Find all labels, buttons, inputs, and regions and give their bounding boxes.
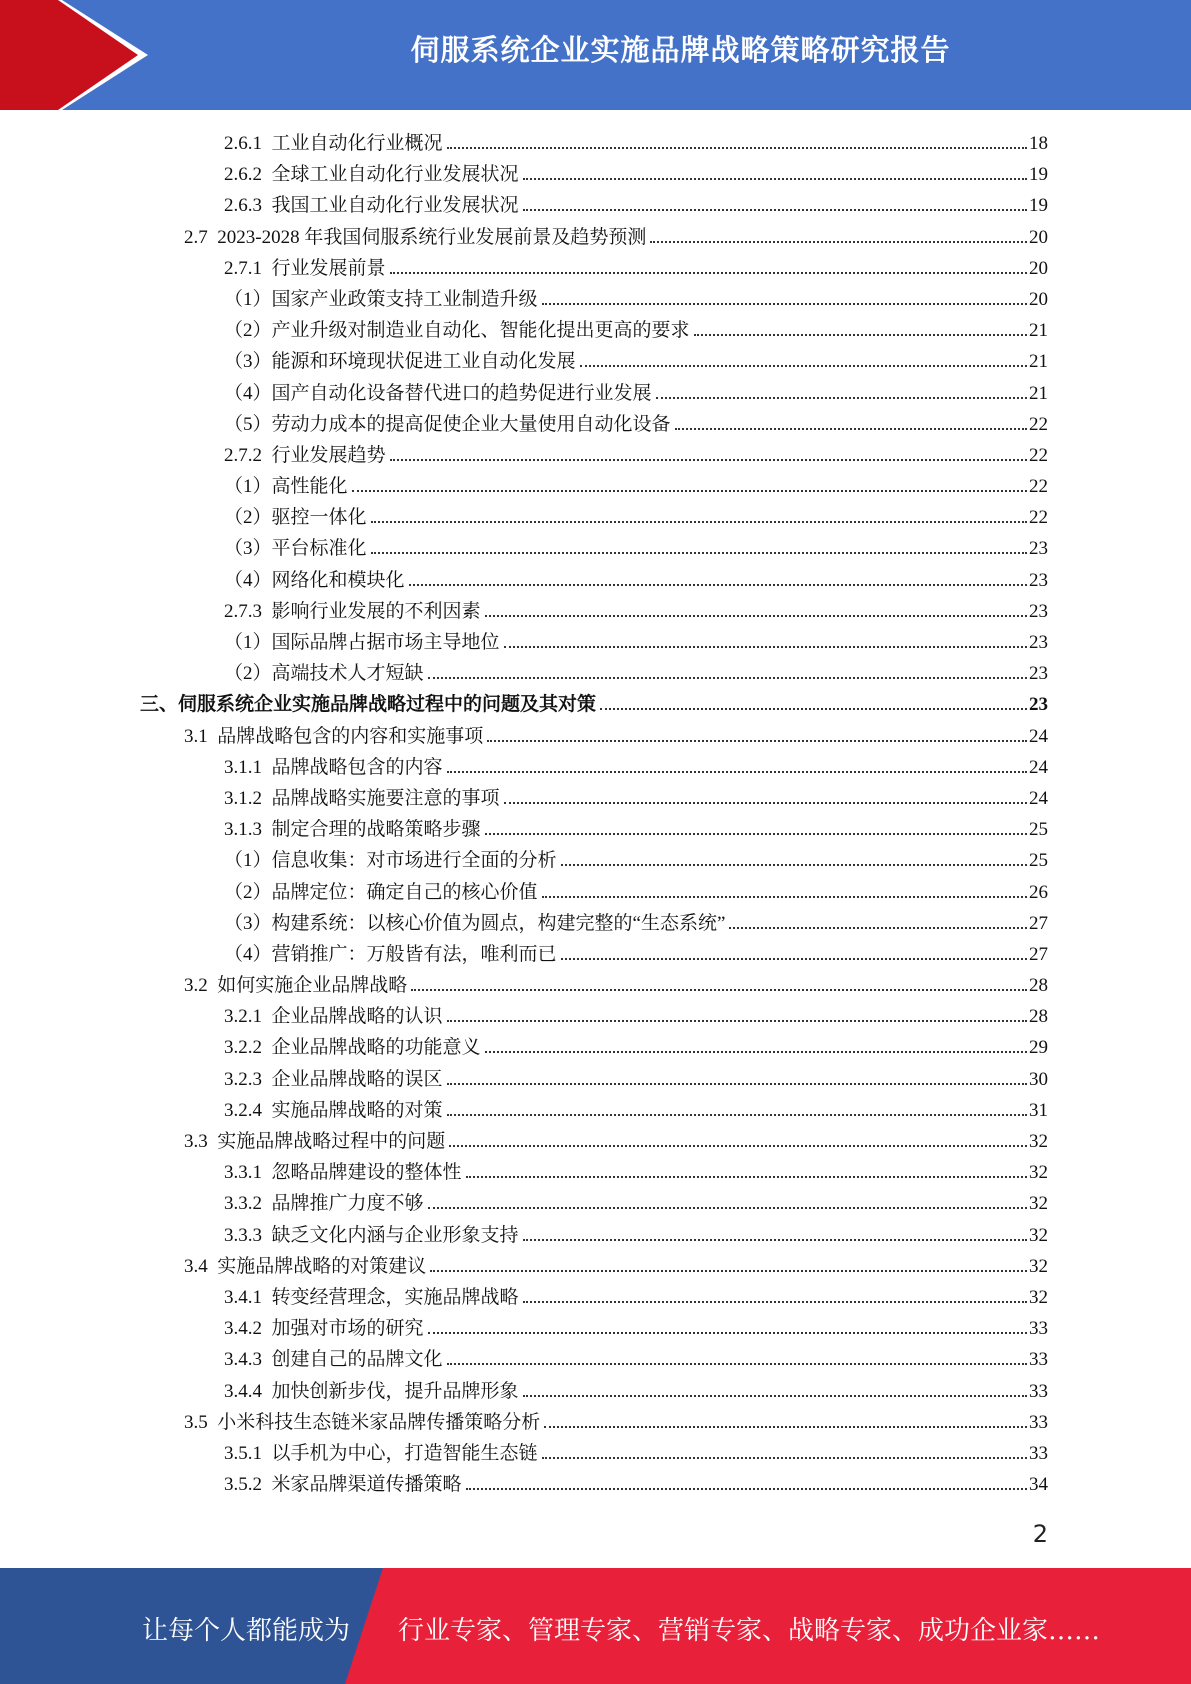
toc-dot-leader: [447, 771, 1027, 773]
toc-entry-page: 32: [1029, 1255, 1048, 1277]
toc-dot-leader: [411, 989, 1027, 991]
toc-entry-page: 21: [1029, 351, 1048, 373]
toc-entry-number: （2）: [224, 320, 272, 342]
toc-entry[interactable]: [0, 471, 1191, 502]
toc-entry-number: （2）: [224, 881, 272, 903]
toc-entry[interactable]: [0, 346, 1191, 377]
toc-entry-page: 32: [1029, 1193, 1048, 1215]
toc-entry-number: 三、: [140, 694, 179, 716]
toc-entry-title: 2023-2028 年我国伺服系统行业发展前景及趋势预测: [217, 226, 647, 248]
toc-entry[interactable]: [0, 939, 1191, 970]
toc-entry-page: 18: [1029, 133, 1048, 154]
toc-dot-leader: [561, 958, 1027, 960]
toc-dot-leader: [580, 365, 1027, 367]
toc-dot-leader: [447, 147, 1027, 149]
toc-entry-number: 3.5: [184, 1411, 208, 1433]
toc-dot-leader: [561, 864, 1027, 866]
toc-dot-leader: [466, 1488, 1027, 1490]
toc-entry-page: 33: [1029, 1442, 1048, 1464]
toc-dot-leader: [523, 209, 1027, 211]
toc-entry[interactable]: [0, 627, 1191, 658]
toc-entry-title: 企业品牌战略的认识: [271, 1006, 443, 1028]
toc-entry-page: 19: [1029, 195, 1048, 217]
toc-entry-title: 国家产业政策支持工业制造升级: [271, 288, 538, 310]
toc-entry[interactable]: [0, 970, 1191, 1001]
toc-entry-page: 28: [1029, 1006, 1048, 1028]
toc-entry-title: 创建自己的品牌文化: [271, 1349, 443, 1371]
toc-entry-title: 实施品牌战略的对策: [271, 1099, 443, 1121]
toc-entry-title: 伺服系统企业实施品牌战略过程中的问题及其对策: [178, 694, 597, 716]
toc-dot-leader: [487, 740, 1027, 742]
toc-entry[interactable]: [0, 689, 1191, 720]
toc-entry-number: （3）: [224, 912, 272, 934]
toc-entry-number: 2.7.1: [224, 257, 262, 279]
toc-entry-title: 行业发展前景: [271, 257, 386, 279]
toc-entry-page: 25: [1029, 850, 1048, 872]
toc-entry-number: 3.4.2: [224, 1318, 262, 1340]
footer-slogan: 让每个人都能成为: [142, 1616, 351, 1646]
toc-entry-number: （4）: [224, 569, 272, 591]
toc-entry[interactable]: [0, 409, 1191, 440]
toc-entry[interactable]: [0, 1220, 1191, 1251]
toc-entry[interactable]: [0, 845, 1191, 876]
toc-entry-page: 33: [1029, 1318, 1048, 1340]
toc-entry-title: 米家品牌渠道传播策略: [271, 1474, 462, 1496]
toc-entry[interactable]: [0, 596, 1191, 627]
toc-entry-title: 忽略品牌建设的整体性: [271, 1162, 462, 1184]
toc-entry-title: 小米科技生态链米家品牌传播策略分析: [217, 1411, 541, 1433]
toc-entry[interactable]: [0, 877, 1191, 908]
toc-entry-number: （5）: [224, 413, 272, 435]
toc-dot-leader: [409, 584, 1027, 586]
toc-entry-page: 29: [1029, 1037, 1048, 1059]
table-of-contents: [0, 128, 1191, 1500]
toc-entry-title: 高性能化: [271, 476, 348, 498]
page-header: [0, 0, 1191, 110]
toc-dot-leader: [447, 1020, 1027, 1022]
toc-entry[interactable]: [0, 721, 1191, 752]
toc-entry-title: 工业自动化行业概况: [271, 133, 443, 154]
toc-entry[interactable]: [0, 1188, 1191, 1219]
toc-dot-leader: [542, 303, 1027, 305]
toc-entry-title: 品牌战略包含的内容和实施事项: [217, 725, 484, 747]
toc-dot-leader: [523, 1239, 1027, 1241]
toc-entry-title: 转变经营理念，实施品牌战略: [271, 1286, 519, 1308]
toc-entry-page: 31: [1029, 1099, 1048, 1121]
toc-dot-leader: [504, 802, 1027, 804]
toc-entry-number: 3.2.4: [224, 1099, 262, 1121]
toc-entry-number: 3.4.4: [224, 1380, 262, 1402]
toc-entry-title: 行业发展趋势: [271, 444, 386, 466]
toc-entry-title: 驱控一体化: [271, 507, 367, 529]
toc-dot-leader: [485, 833, 1027, 835]
toc-entry-number: 3.2.2: [224, 1037, 262, 1059]
toc-dot-leader: [544, 1426, 1027, 1428]
toc-entry[interactable]: [0, 159, 1191, 190]
toc-entry-page: 24: [1029, 756, 1048, 778]
toc-entry-number: 3.2: [184, 975, 208, 997]
toc-entry-page: 25: [1029, 819, 1048, 841]
toc-entry-number: 2.7.3: [224, 600, 262, 622]
toc-entry-title: 以手机为中心，打造智能生态链: [271, 1442, 538, 1464]
toc-entry-number: 3.4: [184, 1255, 208, 1277]
toc-dot-leader: [390, 459, 1027, 461]
toc-dot-leader: [428, 1207, 1027, 1209]
toc-entry-number: （1）: [224, 476, 272, 498]
toc-entry-page: 23: [1029, 632, 1048, 653]
toc-entry-title: 产业升级对制造业自动化、智能化提出更高的要求: [271, 320, 690, 342]
toc-entry-page: 34: [1029, 1474, 1048, 1496]
toc-entry-title: 全球工业自动化行业发展状况: [271, 164, 519, 186]
toc-dot-leader: [447, 1083, 1027, 1085]
toc-entry-number: 2.7.2: [224, 444, 262, 466]
toc-dot-leader: [428, 677, 1027, 679]
toc-entry-page: 23: [1029, 569, 1048, 591]
toc-dot-leader: [523, 1301, 1027, 1303]
toc-entry-number: （1）: [224, 288, 272, 310]
toc-entry[interactable]: [0, 752, 1191, 783]
toc-entry-number: 3.4.1: [224, 1286, 262, 1308]
toc-entry-title: 企业品牌战略的功能意义: [271, 1037, 481, 1059]
toc-dot-leader: [675, 428, 1027, 430]
toc-dot-leader: [447, 1114, 1027, 1116]
toc-entry-number: （4）: [224, 382, 272, 404]
toc-entry[interactable]: [0, 284, 1191, 315]
toc-dot-leader: [523, 178, 1027, 180]
toc-entry[interactable]: [0, 1344, 1191, 1375]
toc-entry[interactable]: [0, 814, 1191, 845]
toc-entry[interactable]: [0, 190, 1191, 221]
toc-dot-leader: [504, 646, 1027, 648]
toc-entry-number: 3.3.1: [224, 1162, 262, 1184]
toc-entry-number: 2.6.2: [224, 164, 262, 186]
toc-entry[interactable]: [0, 908, 1191, 939]
toc-entry-title: 品牌战略包含的内容: [271, 756, 443, 778]
toc-entry-title: 我国工业自动化行业发展状况: [271, 195, 519, 217]
toc-entry-title: 实施品牌战略过程中的问题: [217, 1131, 446, 1152]
toc-dot-leader: [447, 1363, 1027, 1365]
toc-dot-leader: [600, 708, 1027, 710]
arrow-decoration-icon: [0, 0, 160, 110]
toc-entry-number: 3.5.1: [224, 1442, 262, 1464]
toc-dot-leader: [485, 1051, 1027, 1053]
toc-dot-leader: [485, 615, 1027, 617]
toc-dot-leader: [523, 1395, 1027, 1397]
toc-entry-number: （3）: [224, 351, 272, 373]
toc-entry-number: （1）: [224, 850, 272, 872]
toc-dot-leader: [650, 241, 1027, 243]
toc-entry-title: 国产自动化设备替代进口的趋势促进行业发展: [271, 382, 652, 404]
toc-entry-page: 23: [1029, 538, 1048, 560]
toc-entry-number: （4）: [224, 943, 272, 965]
toc-entry-page: 32: [1029, 1162, 1048, 1184]
toc-entry-page: 33: [1029, 1380, 1048, 1402]
toc-entry[interactable]: [0, 315, 1191, 346]
toc-entry[interactable]: [0, 1064, 1191, 1095]
toc-entry-title: 品牌定位：确定自己的核心价值: [271, 881, 538, 903]
toc-entry[interactable]: [0, 1313, 1191, 1344]
toc-entry-number: 2.7: [184, 226, 208, 248]
toc-entry-number: 3.2.1: [224, 1006, 262, 1028]
toc-entry-number: 3.3.3: [224, 1224, 262, 1246]
toc-entry[interactable]: [0, 783, 1191, 814]
toc-entry-page: 28: [1029, 975, 1048, 997]
toc-dot-leader: [390, 272, 1027, 274]
toc-entry-page: 22: [1029, 476, 1048, 498]
footer-roles: 行业专家、管理专家、营销专家、战略专家、成功企业家……: [398, 1616, 1101, 1646]
toc-entry-page: 19: [1029, 164, 1048, 186]
toc-entry-number: 3.2.3: [224, 1068, 262, 1090]
toc-entry-number: 3.3: [184, 1131, 208, 1152]
toc-entry[interactable]: [0, 1001, 1191, 1032]
toc-entry[interactable]: [0, 502, 1191, 533]
toc-dot-leader: [542, 896, 1027, 898]
toc-entry-title: 制定合理的战略策略步骤: [271, 819, 481, 841]
toc-entry-title: 网络化和模块化: [271, 569, 405, 591]
toc-entry-page: 24: [1029, 725, 1048, 747]
toc-entry-title: 加快创新步伐，提升品牌形象: [271, 1380, 519, 1402]
toc-entry[interactable]: [0, 1407, 1191, 1438]
toc-entry-page: 23: [1029, 663, 1048, 685]
toc-entry-page: 20: [1029, 226, 1048, 248]
toc-entry-page: 22: [1029, 444, 1048, 466]
toc-entry-title: 能源和环境现状促进工业自动化发展: [271, 351, 576, 373]
toc-entry-page: 23: [1029, 694, 1048, 716]
toc-dot-leader: [466, 1176, 1027, 1178]
toc-entry-title: 品牌战略实施要注意的事项: [271, 787, 500, 809]
toc-entry-title: 加强对市场的研究: [271, 1318, 424, 1340]
toc-entry-number: （1）: [224, 632, 272, 653]
toc-entry-title: 高端技术人才短缺: [271, 663, 424, 685]
toc-entry-page: 27: [1029, 912, 1048, 934]
toc-entry-page: 22: [1029, 413, 1048, 435]
toc-dot-leader: [729, 927, 1027, 929]
toc-entry-title: 影响行业发展的不利因素: [271, 600, 481, 622]
toc-dot-leader: [449, 1145, 1027, 1147]
toc-entry[interactable]: [0, 1438, 1191, 1469]
toc-dot-leader: [694, 334, 1027, 336]
toc-entry-number: 2.6.3: [224, 195, 262, 217]
toc-entry-number: 3.1.2: [224, 787, 262, 809]
toc-entry-page: 32: [1029, 1224, 1048, 1246]
toc-entry-title: 企业品牌战略的误区: [271, 1068, 443, 1090]
toc-entry[interactable]: [0, 658, 1191, 689]
toc-entry[interactable]: [0, 128, 1191, 159]
toc-entry-number: （2）: [224, 507, 272, 529]
toc-entry-page: 30: [1029, 1068, 1048, 1090]
toc-entry-title: 平台标准化: [271, 538, 367, 560]
toc-entry-number: 3.1.1: [224, 756, 262, 778]
toc-entry[interactable]: [0, 1469, 1191, 1500]
page-number: 2: [1032, 1520, 1048, 1548]
toc-entry-page: 21: [1029, 320, 1048, 342]
toc-dot-leader: [352, 490, 1027, 492]
toc-entry-page: 24: [1029, 787, 1048, 809]
toc-entry-number: 3.1: [184, 725, 208, 747]
toc-entry-page: 32: [1029, 1286, 1048, 1308]
toc-entry[interactable]: [0, 1157, 1191, 1188]
toc-entry-number: （3）: [224, 538, 272, 560]
toc-entry[interactable]: [0, 1282, 1191, 1313]
toc-entry-title: 劳动力成本的提高促使企业大量使用自动化设备: [271, 413, 671, 435]
toc-entry-page: 32: [1029, 1131, 1048, 1152]
toc-dot-leader: [371, 552, 1027, 554]
toc-entry-title: 如何实施企业品牌战略: [217, 975, 408, 997]
toc-entry-page: 26: [1029, 881, 1048, 903]
toc-entry-page: 23: [1029, 600, 1048, 622]
toc-dot-leader: [542, 1457, 1027, 1459]
toc-entry[interactable]: [0, 533, 1191, 564]
toc-dot-leader: [428, 1332, 1027, 1334]
toc-entry[interactable]: [0, 1126, 1191, 1157]
toc-entry-number: 3.3.2: [224, 1193, 262, 1215]
toc-entry[interactable]: [0, 440, 1191, 471]
toc-entry-page: 20: [1029, 288, 1048, 310]
toc-entry-page: 33: [1029, 1349, 1048, 1371]
report-title: 伺服系统企业实施品牌战略策略研究报告: [410, 33, 951, 67]
toc-entry-title: 国际品牌占据市场主导地位: [271, 632, 500, 653]
toc-entry-page: 22: [1029, 507, 1048, 529]
toc-entry-number: 3.1.3: [224, 819, 262, 841]
toc-entry-page: 27: [1029, 943, 1048, 965]
toc-entry-number: 3.4.3: [224, 1349, 262, 1371]
toc-entry-title: 营销推广：万般皆有法，唯利而已: [271, 943, 557, 965]
toc-entry-title: 信息收集：对市场进行全面的分析: [271, 850, 557, 872]
toc-entry[interactable]: [0, 1095, 1191, 1126]
page-footer: [0, 1568, 1191, 1684]
toc-entry[interactable]: [0, 1376, 1191, 1407]
toc-entry-title: 缺乏文化内涵与企业形象支持: [271, 1224, 519, 1246]
toc-entry[interactable]: [0, 1032, 1191, 1063]
toc-entry-number: （2）: [224, 663, 272, 685]
toc-dot-leader: [430, 1270, 1027, 1272]
toc-entry-number: 2.6.1: [224, 133, 262, 154]
toc-dot-leader: [656, 397, 1027, 399]
toc-entry-page: 33: [1029, 1411, 1048, 1433]
toc-entry[interactable]: [0, 1251, 1191, 1282]
toc-entry[interactable]: [0, 222, 1191, 253]
toc-entry[interactable]: [0, 378, 1191, 409]
toc-entry-page: 21: [1029, 382, 1048, 404]
toc-entry-page: 20: [1029, 257, 1048, 279]
toc-entry[interactable]: [0, 253, 1191, 284]
toc-entry-title: 品牌推广力度不够: [271, 1193, 424, 1215]
toc-entry-title: 构建系统：以核心价值为圆点，构建完整的“生态系统”: [271, 912, 726, 934]
toc-entry-title: 实施品牌战略的对策建议: [217, 1255, 427, 1277]
toc-entry[interactable]: [0, 565, 1191, 596]
toc-dot-leader: [371, 521, 1027, 523]
toc-entry-number: 3.5.2: [224, 1474, 262, 1496]
